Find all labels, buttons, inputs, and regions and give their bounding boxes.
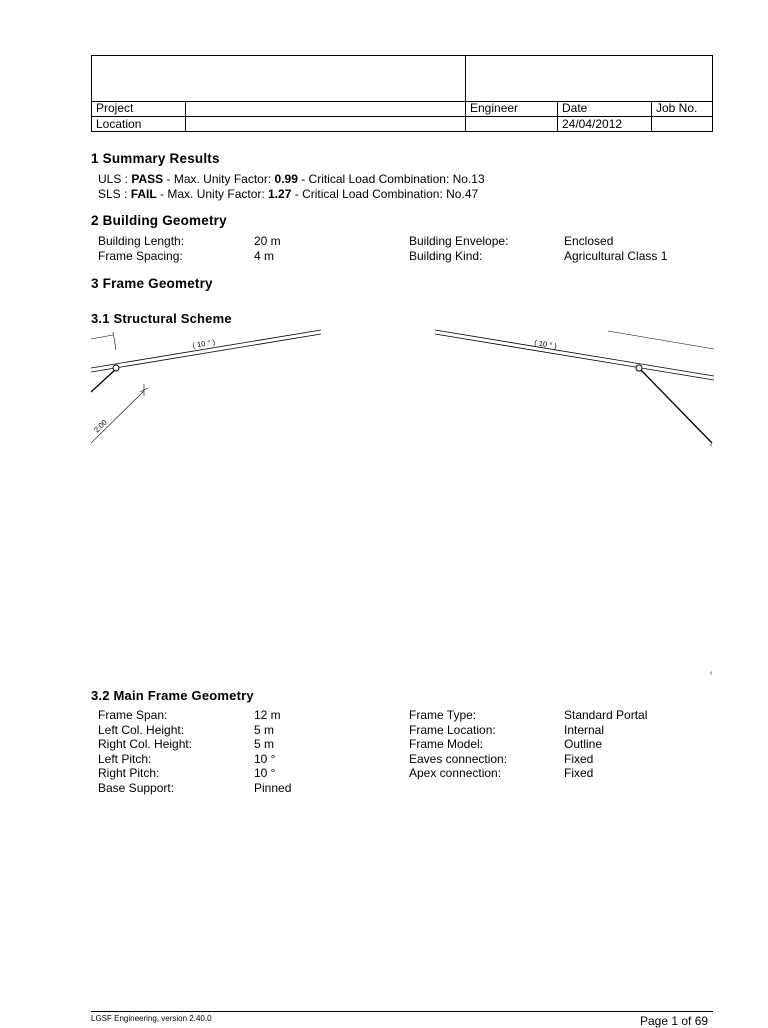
- location-label: Location: [96, 117, 142, 131]
- dimension-label: 2.00: [92, 417, 109, 435]
- eaves-connection-label: Eaves connection:: [409, 751, 508, 766]
- engineer-label: Engineer: [470, 101, 519, 115]
- date-value: 24/04/2012: [562, 117, 623, 131]
- uls-factor: 0.99: [274, 172, 298, 186]
- frame-location-value: Internal: [564, 722, 605, 737]
- frame-location-label: Frame Location:: [409, 722, 496, 737]
- right-eaves-node: [636, 365, 642, 371]
- sls-result: [98, 187, 478, 202]
- building-kind-label: Building Kind:: [409, 248, 483, 263]
- building-kind-value: Agricultural Class 1: [564, 248, 668, 263]
- uls-mid: - Max. Unity Factor:: [163, 172, 275, 186]
- building-left-values: [254, 234, 281, 263]
- edge-mark: ‹: [710, 442, 713, 449]
- left-eaves-node: [113, 365, 119, 371]
- header-divider: [465, 56, 466, 132]
- frame-type-value: Standard Portal: [564, 708, 648, 722]
- apex-connection-label: Apex connection:: [409, 766, 502, 781]
- header-divider: [185, 101, 186, 132]
- main-frame-left-labels: [98, 708, 192, 796]
- uls-prefix: ULS :: [98, 172, 132, 186]
- sls-prefix: SLS :: [98, 187, 131, 201]
- building-envelope-value: Enclosed: [564, 234, 614, 248]
- left-col-height-label: Left Col. Height:: [98, 722, 185, 737]
- eaves-connection-value: Fixed: [564, 751, 594, 766]
- uls-status: PASS: [131, 172, 164, 186]
- sls-factor: 1.27: [268, 187, 292, 201]
- footer-divider: [91, 1011, 713, 1012]
- sls-mid: - Max. Unity Factor:: [156, 187, 269, 201]
- frame-geometry-heading: 3 Frame Geometry: [91, 276, 213, 291]
- uls-tail: - Critical Load Combination: No.13: [297, 172, 485, 186]
- building-right-values: [564, 234, 667, 263]
- apex-connection-value: Fixed: [564, 766, 594, 781]
- right-rafter-line: [435, 330, 714, 376]
- left-rafter-line: [91, 330, 321, 368]
- right-column: [639, 368, 712, 443]
- left-pitch-label: ( 10 ° ): [191, 337, 216, 350]
- jobno-label: Job No.: [656, 101, 698, 115]
- structural-scheme-drawing: [91, 326, 714, 686]
- left-col-height-value: 5 m: [254, 722, 275, 737]
- header-table: [91, 55, 713, 132]
- left-pitch-value: 10 °: [254, 751, 276, 766]
- dimension-line: [91, 391, 144, 443]
- right-col-height-label: Right Col. Height:: [98, 737, 193, 752]
- dimension-line: [608, 331, 714, 349]
- frame-model-value: Outline: [564, 737, 603, 752]
- date-label: Date: [562, 101, 588, 115]
- building-left-labels: [98, 234, 184, 263]
- footer-software: LGSF Engineering, version 2.40.0: [91, 1014, 212, 1023]
- main-frame-right-labels: [409, 708, 507, 781]
- main-frame-heading: 3.2 Main Frame Geometry: [91, 688, 254, 703]
- footer-page-number: Page 1 of 69: [640, 1014, 709, 1028]
- frame-model-label: Frame Model:: [409, 737, 484, 752]
- dimension-line: [113, 332, 116, 350]
- sls-tail: - Critical Load Combination: No.47: [291, 187, 479, 201]
- right-col-height-value: 5 m: [254, 737, 275, 752]
- sls-status: FAIL: [130, 187, 157, 201]
- right-rafter-line: [435, 334, 714, 380]
- base-support-value: Pinned: [254, 780, 292, 795]
- project-label: Project: [96, 101, 134, 115]
- main-frame-left-values: [254, 708, 291, 796]
- building-right-labels: [409, 234, 508, 263]
- right-pitch-label: Right Pitch:: [98, 766, 160, 781]
- frame-spacing-label: Frame Spacing:: [98, 248, 183, 263]
- building-length-label: Building Length:: [98, 234, 185, 248]
- main-frame-right-values: [564, 708, 647, 781]
- building-envelope-label: Building Envelope:: [409, 234, 509, 248]
- dimension-line: [91, 335, 113, 339]
- building-length-value: 20 m: [254, 234, 281, 248]
- base-support-label: Base Support:: [98, 780, 175, 795]
- uls-result: [98, 172, 485, 187]
- structural-scheme-heading: 3.1 Structural Scheme: [91, 311, 232, 326]
- right-pitch-value: 10 °: [254, 766, 276, 781]
- building-geometry-heading: 2 Building Geometry: [91, 213, 227, 228]
- frame-type-label: Frame Type:: [409, 708, 477, 722]
- summary-heading: 1 Summary Results: [91, 151, 220, 166]
- edge-mark: ‹: [710, 670, 713, 677]
- frame-spacing-value: 4 m: [254, 248, 275, 263]
- left-column: [91, 369, 116, 392]
- left-pitch-label: Left Pitch:: [98, 751, 152, 766]
- right-pitch-label: ( 10 ° ): [533, 338, 558, 351]
- frame-span-label: Frame Span:: [98, 708, 168, 722]
- frame-span-value: 12 m: [254, 708, 281, 722]
